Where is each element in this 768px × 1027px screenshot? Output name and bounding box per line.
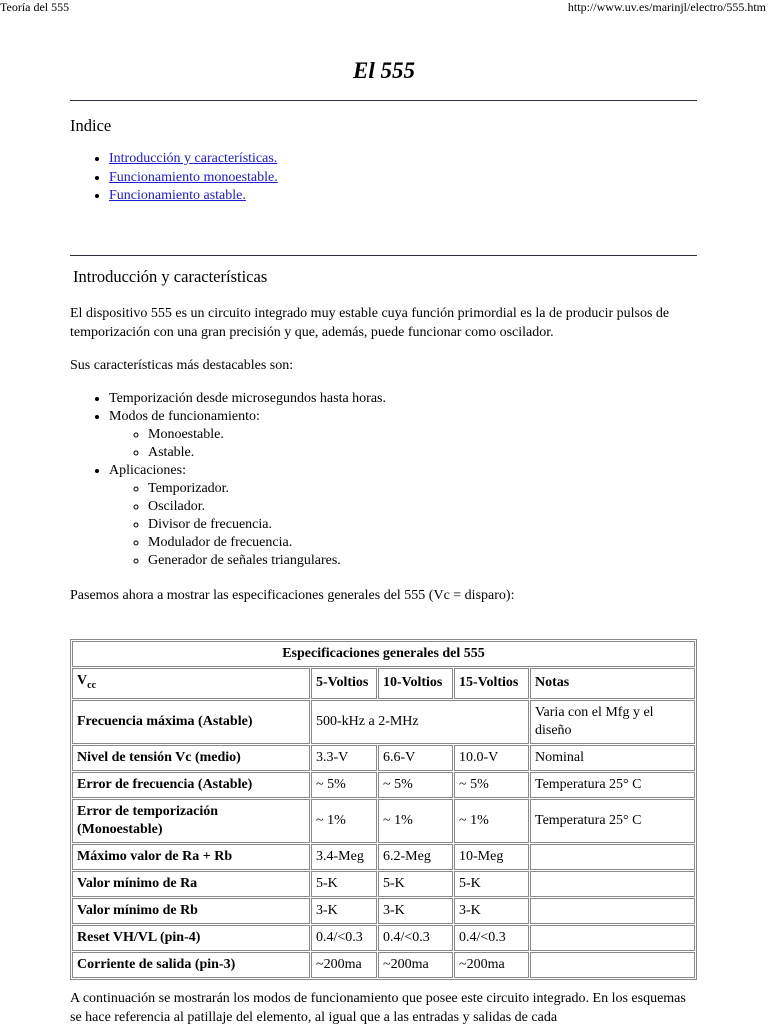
application-item: ◦ Temporizador. — [148, 480, 386, 498]
header-notas: Notas — [530, 668, 695, 699]
cell-value: 3.4-Meg — [311, 844, 377, 870]
features-list — [70, 390, 386, 570]
feature-item: • Temporización desde microsegundos hasta horas. — [109, 390, 386, 408]
header-5v: 5-Voltios — [311, 668, 377, 699]
table-caption-row — [72, 641, 695, 667]
header-15v: 15-Voltios — [454, 668, 529, 699]
cell-value: ~200ma — [454, 952, 529, 978]
cell-value: 0.4/<0.3 — [454, 925, 529, 951]
indice-list — [70, 150, 278, 206]
cell-value: ~200ma — [311, 952, 377, 978]
horizontal-rule-section — [70, 255, 697, 256]
row-label: Valor mínimo de Rb — [72, 898, 310, 924]
feature-item-label: Aplicaciones: — [109, 463, 186, 478]
table-row — [72, 925, 695, 951]
table-caption: Especificaciones generales del 555 — [72, 641, 695, 667]
cell-value: 500-kHz a 2-MHz — [311, 700, 529, 744]
table-row — [72, 772, 695, 798]
cell-value: 3.3-V — [311, 745, 377, 771]
cell-note — [530, 898, 695, 924]
indice-list-item — [109, 187, 278, 206]
cell-value: 0.4/<0.3 — [311, 925, 377, 951]
cell-note — [530, 925, 695, 951]
vcc-main: V — [77, 673, 88, 688]
specifications-table — [70, 639, 697, 980]
intro-heading: Introducción y características — [73, 267, 268, 286]
indice-heading: Indice — [70, 116, 112, 135]
row-label: Valor mínimo de Ra — [72, 871, 310, 897]
cell-value: ~ 1% — [454, 799, 529, 843]
horizontal-rule-top — [70, 100, 697, 101]
application-item: ◦ Divisor de frecuencia. — [148, 516, 386, 534]
application-item: ◦ Modulador de frecuencia. — [148, 534, 386, 552]
table-row — [72, 700, 695, 744]
specs-intro-paragraph: Pasemos ahora a mostrar las especificaciones generales del 555 (Vc = disparo): — [70, 588, 515, 603]
cell-note — [530, 952, 695, 978]
row-label: Error de temporización (Monoestable) — [72, 799, 310, 843]
link-introduccion[interactable]: Introducción y características. — [109, 151, 278, 166]
row-label: Reset VH/VL (pin-4) — [72, 925, 310, 951]
indice-list-item — [109, 169, 278, 188]
cell-value: ~ 5% — [311, 772, 377, 798]
table-row — [72, 871, 695, 897]
cell-note — [530, 871, 695, 897]
table-row — [72, 799, 695, 843]
cell-value: ~ 1% — [378, 799, 453, 843]
row-label: Error de frecuencia (Astable) — [72, 772, 310, 798]
table-row — [72, 745, 695, 771]
cell-note — [530, 844, 695, 870]
row-label: Máximo valor de Ra + Rb — [72, 844, 310, 870]
cell-value: 3-K — [311, 898, 377, 924]
cell-value: 5-K — [454, 871, 529, 897]
vcc-sub: cc — [87, 679, 97, 691]
applications-list — [109, 480, 386, 570]
table-row — [72, 898, 695, 924]
cell-value: ~ 5% — [378, 772, 453, 798]
row-label: Nivel de tensión Vc (medio) — [72, 745, 310, 771]
table-row — [72, 844, 695, 870]
cell-value: ~ 1% — [311, 799, 377, 843]
features-intro-paragraph: Sus características más destacables son: — [70, 358, 294, 373]
page-title: El 555 — [353, 58, 415, 83]
intro-paragraph: El dispositivo 555 es un circuito integrado muy estable cuya función primordial es la de producir pulsos de temporización con una gran precisión y que, además, puede funcionar como oscilador. — [70, 306, 670, 340]
row-label: Frecuencia máxima (Astable) — [72, 700, 310, 744]
cell-note: Temperatura 25° C — [530, 799, 695, 843]
feature-item-label: Modos de funcionamiento: — [109, 409, 260, 424]
feature-item — [109, 408, 386, 462]
print-header-title: Teoría del 555 — [0, 0, 70, 14]
row-label: Corriente de salida (pin-3) — [72, 952, 310, 978]
cell-value: 6.2-Meg — [378, 844, 453, 870]
link-astable[interactable]: Funcionamiento astable. — [109, 188, 246, 203]
cell-note: Temperatura 25° C — [530, 772, 695, 798]
cell-value: 5-K — [311, 871, 377, 897]
feature-item — [109, 462, 386, 570]
table-header-row — [72, 668, 695, 699]
cell-note: Nominal — [530, 745, 695, 771]
application-item: ◦ Oscilador. — [148, 498, 386, 516]
cell-value: 3-K — [454, 898, 529, 924]
cell-value: ~200ma — [378, 952, 453, 978]
application-item: ◦ Generador de señales triangulares. — [148, 552, 386, 570]
cell-value: 5-K — [378, 871, 453, 897]
cell-value: 0.4/<0.3 — [378, 925, 453, 951]
cell-note: Varia con el Mfg y el diseño — [530, 700, 695, 744]
cell-value: 10-Meg — [454, 844, 529, 870]
header-10v: 10-Voltios — [378, 668, 453, 699]
vcc-header — [72, 668, 310, 699]
modes-list — [109, 426, 386, 462]
cell-value: 3-K — [378, 898, 453, 924]
closing-paragraph: A continuación se mostrarán los modos de funcionamiento que posee este circuito integrado. En los esquemas se hace referencia al patillaje del elemento, al igual que a las entradas y salidas de cada — [70, 991, 686, 1025]
print-header-url: http://www.uv.es/marinjl/electro/555.htm — [567, 0, 766, 14]
table-row — [72, 952, 695, 978]
mode-item: ◦ Monoestable. — [148, 426, 386, 444]
mode-item: ◦ Astable. — [148, 444, 386, 462]
cell-value: 10.0-V — [454, 745, 529, 771]
indice-list-item — [109, 150, 278, 169]
cell-value: ~ 5% — [454, 772, 529, 798]
link-monoestable[interactable]: Funcionamiento monoestable. — [109, 169, 278, 185]
cell-value: 6.6-V — [378, 745, 453, 771]
